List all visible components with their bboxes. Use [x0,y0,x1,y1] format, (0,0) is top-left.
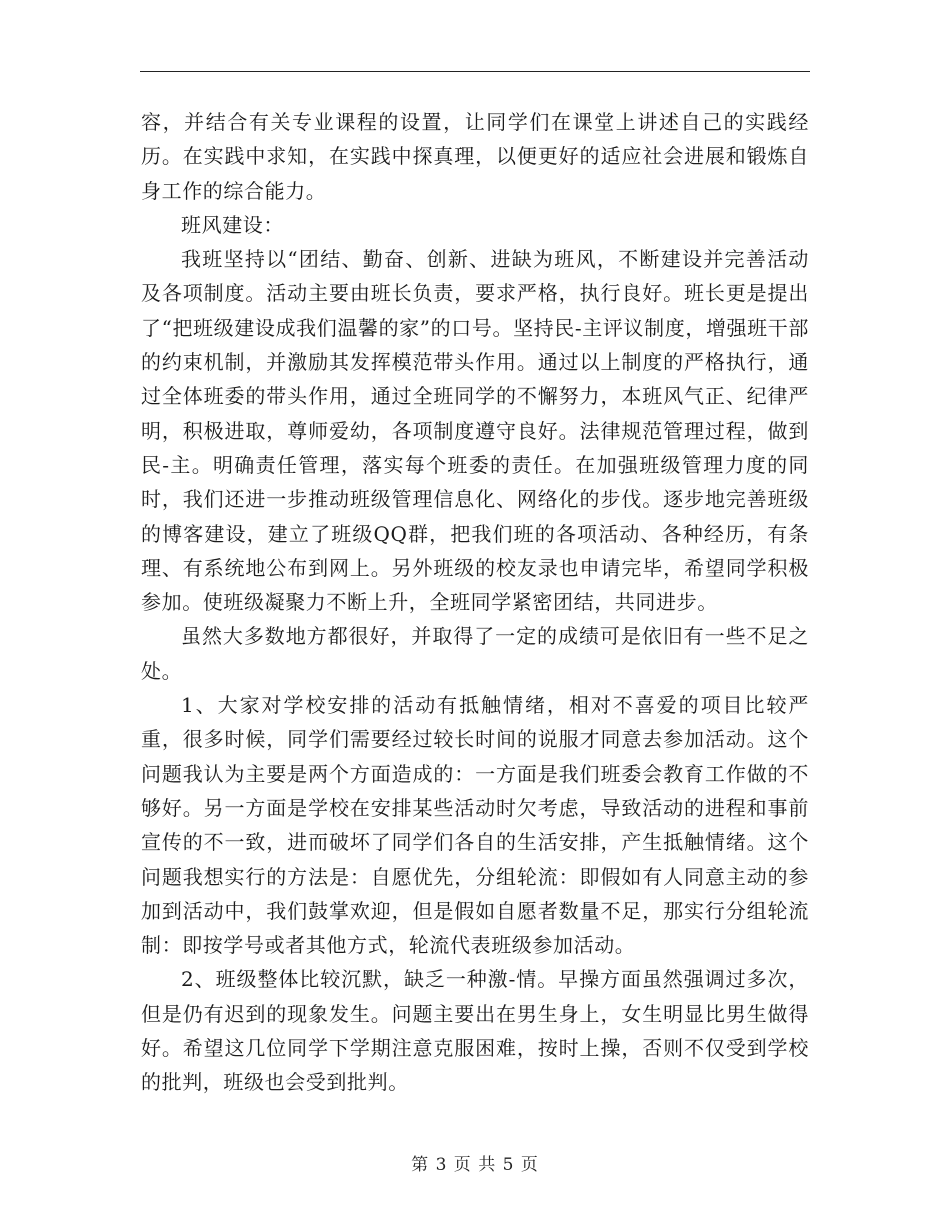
header-rule [140,71,810,72]
paragraph-class-style: 我班坚持以“团结、勤奋、创新、进缺为班风，不断建设并完善活动及各项制度。活动主要由班长负责，要求严格，执行良好。班长更是提出了“把班级建设成我们温馨的家”的口号。坚持民-主评议制度，增强班干部的约束机制，并激励其发挥模范带头作用。通过以上制度的严格执行，通过全体班委的带头作用，通过全班同学的不懈努力，本班风气正、纪律严明，积极进取，尊师爱幼，各项制度遵守良好。法律规范管理过程，做到民-主。明确责任管理，落实每个班委的责任。在加强班级管理力度的同时，我们还进一步推动班级管理信息化、网络化的步伐。逐步地完善班级的博客建设，建立了班级QQ群，把我们班的各项活动、各种经历，有条理、有系统地公布到网上。另外班级的校友录也申请完毕，希望同学积极参加。使班级凝聚力不断上升，全班同学紧密团结，共同进步。 [141,247,809,615]
section-heading-class-style: 班风建设： [181,212,284,237]
page-footer [0,1150,950,1175]
paragraph-issue-1: 1、大家对学校安排的活动有抵触情绪，相对不喜爱的项目比较严重，很多时候，同学们需要经过较长时间的说服才同意去参加活动。这个问题我认为主要是两个方面造成的：一方面是我们班委会教育工作做的不够好。另一方面是学校在安排某些活动时欠考虑，导致活动的进程和事前宣传的不一致，进而破坏了同学们各自的生活安排，产生抵触情绪。这个问题我想实行的方法是：自愿优先，分组轮流：即假如有人同意主动的参加到活动中，我们鼓掌欢迎，但是假如自愿者数量不足，那实行分组轮流制：即按学号或者其他方式，轮流代表班级参加活动。 [141,693,809,958]
document-body [141,105,809,1100]
page-number-label: 第 3 页 共 5 页 [411,1155,539,1175]
paragraph-continuation: 容，并结合有关专业课程的设置，让同学们在课堂上讲述自己的实践经历。在实践中求知，在实践中探真理，以便更好的适应社会进展和锻炼自身工作的综合能力。 [141,110,809,203]
paragraph-issue-2: 2、班级整体比较沉默，缺乏一种激-情。早操方面虽然强调过多次，但是仍有迟到的现象发生。问题主要出在男生身上，女生明显比男生做得好。希望这几位同学下学期注意克服困难，按时上操，否则不仅受到学校的批判，班级也会受到批判。 [141,967,809,1095]
paragraph-shortcomings-intro: 虽然大多数地方都很好，并取得了一定的成绩可是依旧有一些不足之处。 [141,624,809,683]
